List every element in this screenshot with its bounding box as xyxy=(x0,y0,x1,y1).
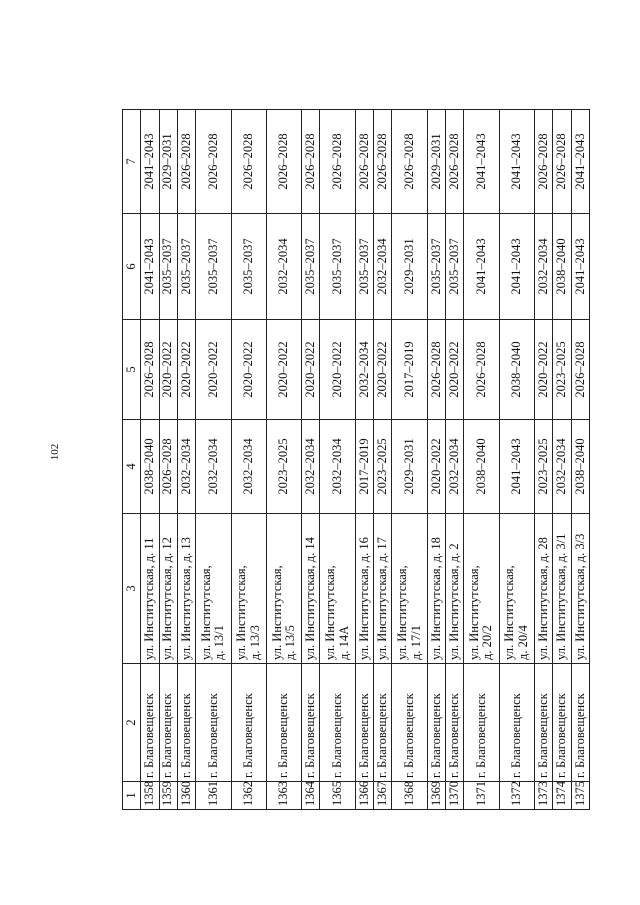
page-number: 102 xyxy=(49,443,61,461)
address-cell: ул. Институтская, д. 13 xyxy=(177,514,195,664)
period-cell-5: 2020–2022 xyxy=(266,320,301,420)
table-row xyxy=(302,110,320,810)
city-cell: г. Благовещенск xyxy=(499,664,534,782)
period-cell-5: 2020–2022 xyxy=(534,320,552,420)
period-cell-5: 2026–2028 xyxy=(427,320,445,420)
city-cell: г. Благовещенск xyxy=(302,664,320,782)
period-cell-6: 2035–2037 xyxy=(196,214,231,320)
address-cell: ул. Институтская, д. 2 xyxy=(446,514,464,664)
address-cell: ул. Институтская, д. 17/1 xyxy=(392,514,427,664)
column-number-7: 7 xyxy=(123,110,141,214)
period-cell-6: 2032–2034 xyxy=(266,214,301,320)
city-cell: г. Благовещенск xyxy=(571,664,589,782)
period-cell-4: 2017–2019 xyxy=(355,420,373,514)
period-cell-7: 2026–2028 xyxy=(374,110,392,214)
table-row xyxy=(159,110,177,810)
column-number-4: 4 xyxy=(123,420,141,514)
period-cell-4: 2038–2040 xyxy=(571,420,589,514)
period-cell-4: 2038–2040 xyxy=(141,420,159,514)
period-cell-4: 2023–2025 xyxy=(266,420,301,514)
period-cell-6: 2035–2037 xyxy=(231,214,266,320)
address-cell: ул. Институтская, д. 11 xyxy=(141,514,159,664)
period-cell-4: 2032–2034 xyxy=(231,420,266,514)
period-cell-6: 2035–2037 xyxy=(427,214,445,320)
column-number-row xyxy=(123,110,141,810)
row-number: 1375 xyxy=(571,782,589,810)
table-row xyxy=(141,110,159,810)
city-cell: г. Благовещенск xyxy=(427,664,445,782)
row-number: 1369 xyxy=(427,782,445,810)
table-row xyxy=(499,110,534,810)
period-cell-6: 2041–2043 xyxy=(571,214,589,320)
column-number-5: 5 xyxy=(123,320,141,420)
period-cell-6: 2038–2040 xyxy=(553,214,571,320)
table-body xyxy=(123,110,590,810)
table-row xyxy=(177,110,195,810)
period-cell-7: 2026–2028 xyxy=(302,110,320,214)
city-cell: г. Благовещенск xyxy=(266,664,301,782)
period-cell-5: 2023–2025 xyxy=(553,320,571,420)
period-cell-6: 2035–2037 xyxy=(302,214,320,320)
period-cell-4: 2029–2031 xyxy=(392,420,427,514)
period-cell-4: 2032–2034 xyxy=(177,420,195,514)
period-cell-7: 2026–2028 xyxy=(392,110,427,214)
period-cell-6: 2029–2031 xyxy=(392,214,427,320)
address-cell: ул. Институтская, д. 20/2 xyxy=(464,514,499,664)
row-number: 1367 xyxy=(374,782,392,810)
period-cell-6: 2035–2037 xyxy=(177,214,195,320)
period-cell-7: 2041–2043 xyxy=(499,110,534,214)
city-cell: г. Благовещенск xyxy=(534,664,552,782)
row-number: 1372 xyxy=(499,782,534,810)
period-cell-6: 2035–2037 xyxy=(446,214,464,320)
address-cell: ул. Институтская, д. 12 xyxy=(159,514,177,664)
period-cell-5: 2020–2022 xyxy=(302,320,320,420)
city-cell: г. Благовещенск xyxy=(159,664,177,782)
row-number: 1358 xyxy=(141,782,159,810)
period-cell-4: 2026–2028 xyxy=(159,420,177,514)
period-cell-5: 2020–2022 xyxy=(320,320,355,420)
period-cell-6: 2035–2037 xyxy=(159,214,177,320)
row-number: 1370 xyxy=(446,782,464,810)
period-cell-5: 2020–2022 xyxy=(446,320,464,420)
city-cell: г. Благовещенск xyxy=(392,664,427,782)
city-cell: г. Благовещенск xyxy=(553,664,571,782)
address-cell: ул. Институтская, д. 14А xyxy=(320,514,355,664)
period-cell-6: 2035–2037 xyxy=(320,214,355,320)
row-number: 1363 xyxy=(266,782,301,810)
period-cell-4: 2038–2040 xyxy=(464,420,499,514)
period-cell-5: 2026–2028 xyxy=(571,320,589,420)
address-cell: ул. Институтская, д. 3/1 xyxy=(553,514,571,664)
table-row xyxy=(392,110,427,810)
period-cell-6: 2035–2037 xyxy=(355,214,373,320)
period-cell-7: 2041–2043 xyxy=(571,110,589,214)
city-cell: г. Благовещенск xyxy=(464,664,499,782)
period-cell-7: 2026–2028 xyxy=(266,110,301,214)
period-cell-4: 2023–2025 xyxy=(534,420,552,514)
period-cell-7: 2029–2031 xyxy=(159,110,177,214)
period-cell-6: 2041–2043 xyxy=(499,214,534,320)
row-number: 1368 xyxy=(392,782,427,810)
row-number: 1366 xyxy=(355,782,373,810)
period-cell-7: 2026–2028 xyxy=(196,110,231,214)
table-row xyxy=(231,110,266,810)
period-cell-7: 2026–2028 xyxy=(553,110,571,214)
row-number: 1374 xyxy=(553,782,571,810)
period-cell-7: 2029–2031 xyxy=(427,110,445,214)
column-number-2: 2 xyxy=(123,664,141,782)
table-row xyxy=(266,110,301,810)
address-cell: ул. Институтская, д. 28 xyxy=(534,514,552,664)
address-cell: ул. Институтская, д. 17 xyxy=(374,514,392,664)
row-number: 1371 xyxy=(464,782,499,810)
period-cell-5: 2032–2034 xyxy=(355,320,373,420)
table-row xyxy=(464,110,499,810)
table-row xyxy=(427,110,445,810)
period-cell-4: 2032–2034 xyxy=(446,420,464,514)
period-cell-4: 2032–2034 xyxy=(553,420,571,514)
table-row xyxy=(196,110,231,810)
table-row xyxy=(355,110,373,810)
address-cell: ул. Институтская, д. 18 xyxy=(427,514,445,664)
row-number: 1365 xyxy=(320,782,355,810)
table-row xyxy=(553,110,571,810)
address-cell: ул. Институтская, д. 16 xyxy=(355,514,373,664)
row-number: 1373 xyxy=(534,782,552,810)
address-cell: ул. Институтская, д. 3/3 xyxy=(571,514,589,664)
address-cell: ул. Институтская, д. 13/3 xyxy=(231,514,266,664)
period-cell-5: 2020–2022 xyxy=(196,320,231,420)
table-row xyxy=(320,110,355,810)
period-cell-5: 2017–2019 xyxy=(392,320,427,420)
period-cell-5: 2020–2022 xyxy=(159,320,177,420)
address-cell: ул. Институтская, д. 14 xyxy=(302,514,320,664)
period-cell-5: 2020–2022 xyxy=(374,320,392,420)
city-cell: г. Благовещенск xyxy=(355,664,373,782)
row-number: 1364 xyxy=(302,782,320,810)
period-cell-4: 2032–2034 xyxy=(302,420,320,514)
city-cell: г. Благовещенск xyxy=(177,664,195,782)
period-cell-6: 2041–2043 xyxy=(464,214,499,320)
table-row xyxy=(446,110,464,810)
period-cell-7: 2026–2028 xyxy=(355,110,373,214)
city-cell: г. Благовещенск xyxy=(196,664,231,782)
housing-repair-table xyxy=(122,109,590,810)
period-cell-6: 2032–2034 xyxy=(374,214,392,320)
address-cell: ул. Институтская, д. 13/1 xyxy=(196,514,231,664)
period-cell-7: 2026–2028 xyxy=(177,110,195,214)
row-number: 1362 xyxy=(231,782,266,810)
city-cell: г. Благовещенск xyxy=(320,664,355,782)
period-cell-7: 2041–2043 xyxy=(141,110,159,214)
rotated-table-sheet xyxy=(122,110,590,810)
period-cell-5: 2038–2040 xyxy=(499,320,534,420)
period-cell-7: 2026–2028 xyxy=(534,110,552,214)
city-cell: г. Благовещенск xyxy=(446,664,464,782)
city-cell: г. Благовещенск xyxy=(374,664,392,782)
column-number-3: 3 xyxy=(123,514,141,664)
period-cell-7: 2026–2028 xyxy=(320,110,355,214)
table-row xyxy=(571,110,589,810)
period-cell-4: 2032–2034 xyxy=(320,420,355,514)
city-cell: г. Благовещенск xyxy=(141,664,159,782)
column-number-1: 1 xyxy=(123,782,141,810)
row-number: 1359 xyxy=(159,782,177,810)
period-cell-4: 2023–2025 xyxy=(374,420,392,514)
period-cell-5: 2026–2028 xyxy=(464,320,499,420)
period-cell-4: 2032–2034 xyxy=(196,420,231,514)
table-row xyxy=(374,110,392,810)
address-cell: ул. Институтская, д. 20/4 xyxy=(499,514,534,664)
period-cell-7: 2026–2028 xyxy=(446,110,464,214)
period-cell-5: 2020–2022 xyxy=(177,320,195,420)
address-cell: ул. Институтская, д. 13/5 xyxy=(266,514,301,664)
period-cell-7: 2026–2028 xyxy=(231,110,266,214)
column-number-6: 6 xyxy=(123,214,141,320)
table-row xyxy=(534,110,552,810)
period-cell-4: 2020–2022 xyxy=(427,420,445,514)
row-number: 1361 xyxy=(196,782,231,810)
period-cell-5: 2026–2028 xyxy=(141,320,159,420)
city-cell: г. Благовещенск xyxy=(231,664,266,782)
period-cell-6: 2041–2043 xyxy=(141,214,159,320)
period-cell-4: 2041–2043 xyxy=(499,420,534,514)
row-number: 1360 xyxy=(177,782,195,810)
period-cell-6: 2032–2034 xyxy=(534,214,552,320)
period-cell-7: 2041–2043 xyxy=(464,110,499,214)
period-cell-5: 2020–2022 xyxy=(231,320,266,420)
